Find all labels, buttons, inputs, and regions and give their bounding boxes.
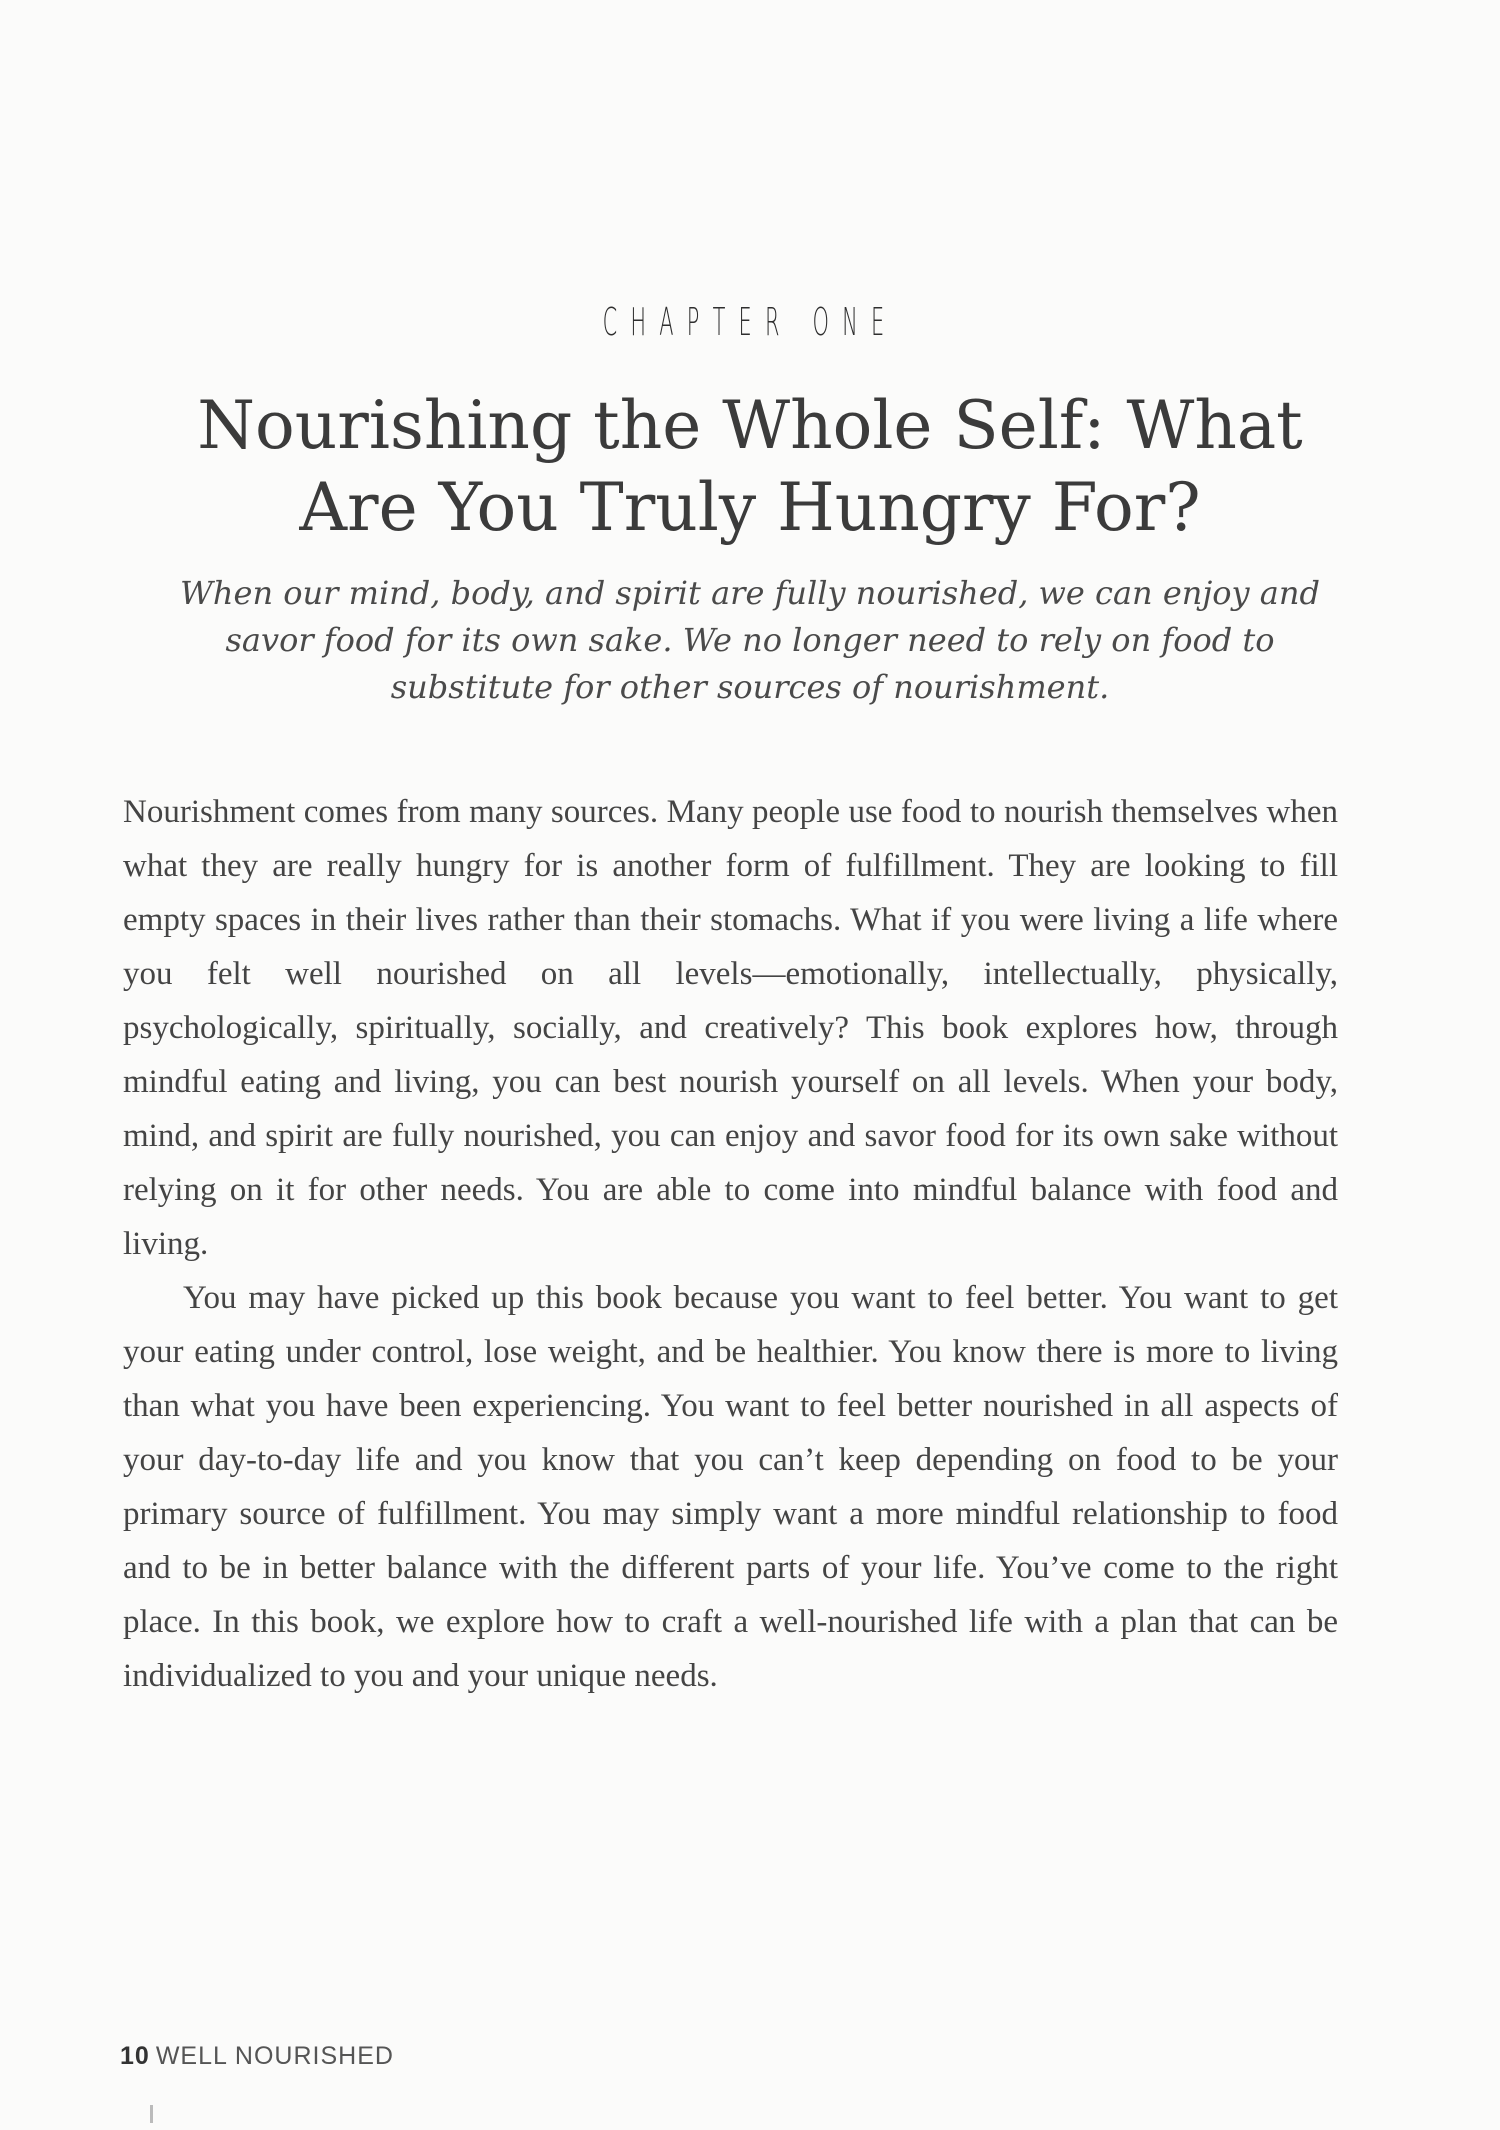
chapter-label: CHAPTER ONE (602, 300, 898, 344)
page-footer (120, 2042, 394, 2071)
body-paragraph: Nourishment comes from many sources. Many people use food to nourish themselves when what they are really hungry for is another form of fulfillment. They are looking to fill empty spaces in their lives rather than their stomachs. What if you were living a life where you felt well nourished on all levels—emotionally, intellectually, physically, psychologically, spiritually, socially, and creatively? This book explores how, through mindful eating and living, you can best nourish yourself on all levels. When your body, mind, and spirit are fully nourished, you can enjoy and savor food for its own sake without relying on it for other needs. You are able to come into mindful balance with food and living. (123, 794, 1338, 1262)
running-title: WELL NOURISHED (155, 2042, 394, 2070)
chapter-title: Nourishing the Whole Self: What Are You Truly Hungry For? (197, 387, 1303, 546)
body-paragraph: You may have picked up this book because you want to feel better. You want to get your eating under control, lose weight, and be healthier. You know there is more to living than what you have been experiencing. You want to feel better nourished in all aspects of your day-to-day life and you know that you can’t keep depending on food to be your primary source of fulfillment. You may simply want a more mindful relationship to food and to be in better balance with the different parts of your life. You’ve come to the right place. In this book, we explore how to craft a well-nourished life with a plan that can be individualized to you and your unique needs. (123, 1280, 1338, 1694)
page-number: 10 (120, 2042, 150, 2070)
chapter-epigraph: When our mind, body, and spirit are fully nourished, we can enjoy and savor food for its own sake. We no longer need to rely on food to substitute for other sources of nourishment. (180, 574, 1320, 706)
body-text (123, 785, 1338, 1703)
scan-artifact (150, 2105, 153, 2123)
